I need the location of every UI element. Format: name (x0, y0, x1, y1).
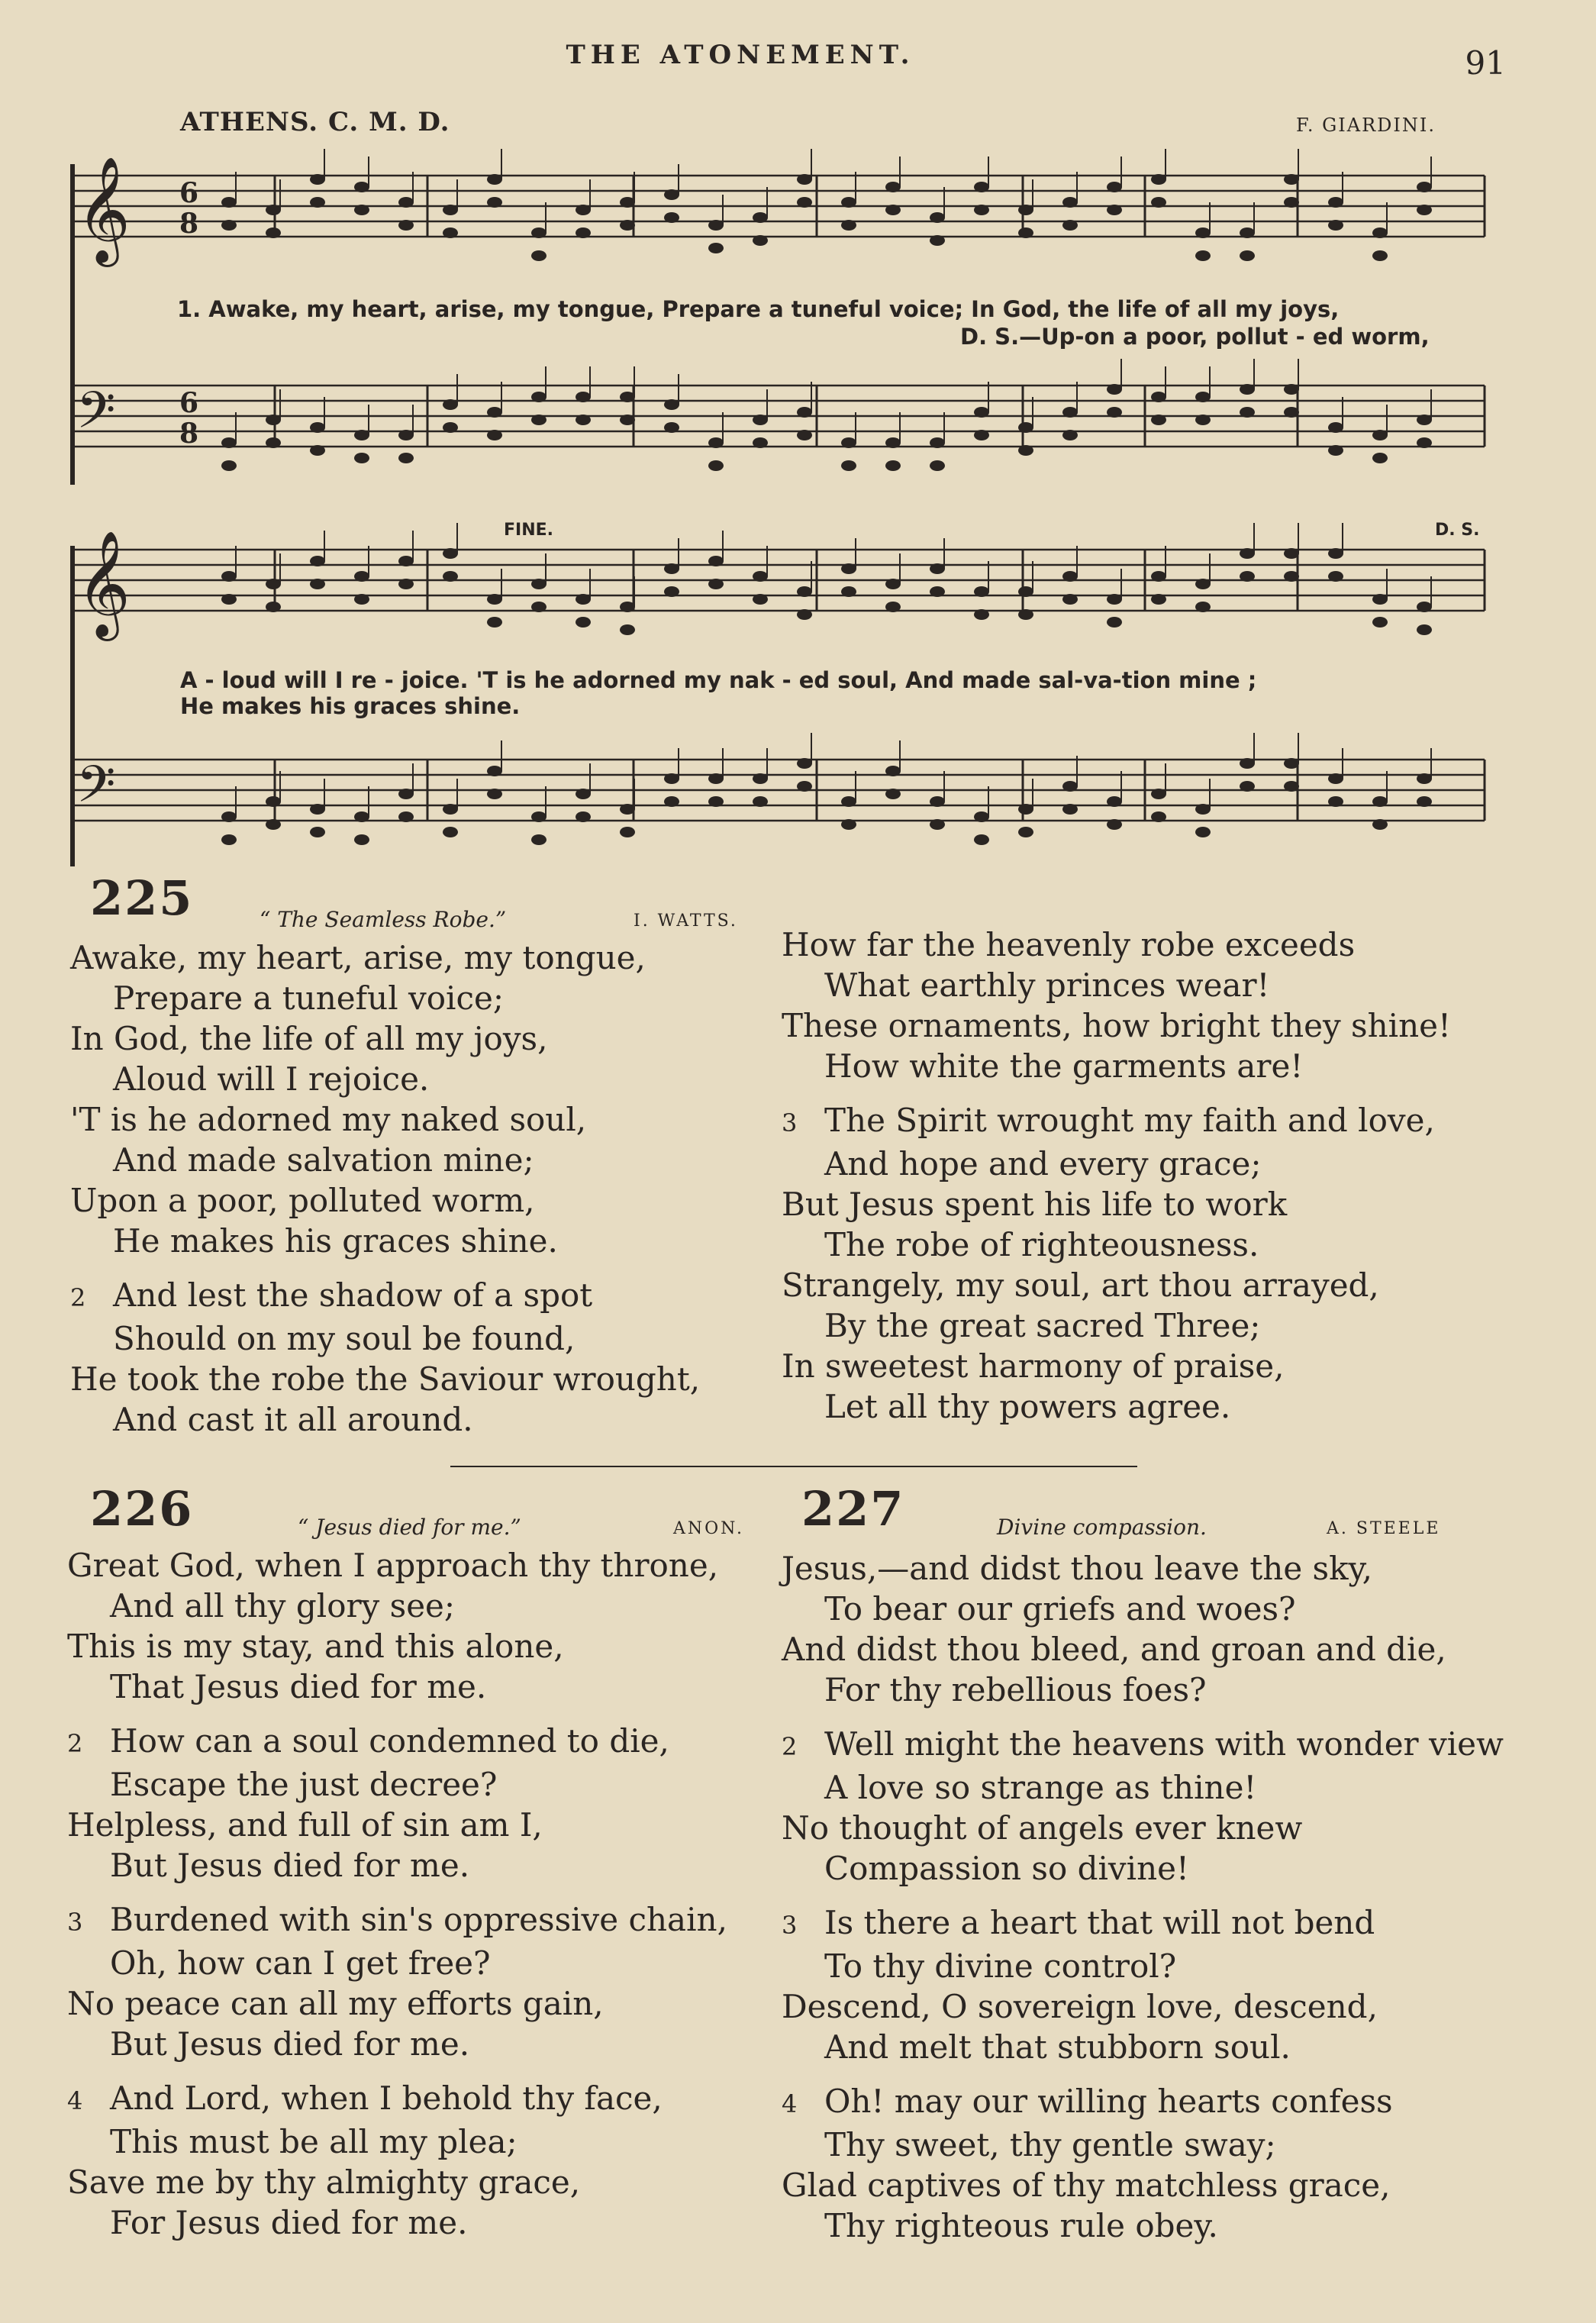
hymn-225-left (70, 937, 700, 1453)
svg-text:6: 6 (179, 387, 199, 419)
bass-staff-1 (0, 347, 1596, 500)
treble-staff-2 (0, 531, 1596, 687)
hymn-227-author: A. STEELE (1327, 1519, 1441, 1538)
tune-composer: F. GIARDINI. (1295, 115, 1436, 136)
hymn-225-title: “ The Seamless Robe.” (260, 907, 507, 932)
stanza-1: Awake, my heart, arise, my tongue, Prepare a tuneful voice; In God, the life of all my joys, Aloud will I rejoice. 'T is he adorned my naked soul, And made salvation mine; Upon a poor, polluted worm, He makes his graces shine. (70, 939, 646, 1260)
fine-marker: FINE. (504, 521, 554, 540)
section-divider (450, 1466, 1137, 1467)
hymn-225-author: I. WATTS. (634, 911, 738, 931)
tune-name: ATHENS. C. M. D. (180, 107, 450, 137)
svg-text:𝄢: 𝄢 (76, 381, 116, 452)
svg-text:8: 8 (179, 418, 199, 450)
svg-text:𝄞: 𝄞 (76, 531, 131, 637)
notes (221, 359, 1485, 471)
hymn-227-text: Jesus,—and didst thou leave the sky, To bear our griefs and woes? And didst thou bleed, and groan and die, For thy rebellious foes? 2 Well might the heavens with wonder view A love so strange as thine! No thought of angels ever knew Compassion so divine! 3 Is there a heart that will not bend To thy divine control? Descend, O sovereign love, descend, And melt that stubborn soul. 4 Oh! may our willing hearts confess Thy sweet, thy gentle sway; Glad captives of thy matchless grace, Thy righteous rule obey. (782, 1550, 1504, 2244)
bass-staff-2 (0, 721, 1596, 874)
notes (221, 523, 1485, 635)
stanza-2: 2 And lest the shadow of a spot Should on my soul be found, He took the robe the Saviour wrought, And cast it all around. (70, 1276, 701, 1438)
treble-staff-1 (0, 156, 1596, 313)
lyric-line-2b: He makes his graces shine. (180, 693, 521, 719)
hymn-225-right (782, 924, 1451, 1441)
hymn-226-title: “ Jesus died for me.” (298, 1515, 521, 1540)
notes (221, 149, 1485, 261)
lyric-line-2: A - loud will I re - joice. 'T is he adorned my nak - ed soul, And made sal-va-tion mine ; (180, 667, 1257, 693)
hymn-225-number: 225 (90, 870, 194, 926)
page-number: 91 (1465, 44, 1506, 82)
notes (221, 733, 1485, 845)
ds-marker: D. S. (1435, 521, 1480, 540)
hymn-227-title: Divine compassion. (997, 1515, 1207, 1540)
staff-lines (73, 176, 1485, 237)
stanza-3: 3 The Spirit wrought my faith and love, And hope and every grace; But Jesus spent his life to work The robe of righteousness. Strangely, my soul, art thou arrayed, By the great sacred Three; In sweetest harmony of praise, Let all thy powers agree. (782, 1102, 1435, 1425)
hymn-227-number: 227 (801, 1481, 905, 1537)
hymn-226-text: Great God, when I approach thy throne, And all thy glory see; This is my stay, and this alone, That Jesus died for me. 2 How can a soul condemned to die, Escape the just decree? Helpless, and full of sin am I, But Jesus died for me. 3 Burdened with sin's oppressive chain, Oh, how can I get free? No peace can all my efforts gain, But Jesus died for me. 4 And Lord, when I behold thy face, This must be all my plea; Save me by thy almighty grace, For Jesus died for me. (67, 1547, 727, 2241)
lyric-line-1-ds: D. S.—Up-on a poor, pollut - ed worm, (960, 324, 1430, 350)
hymn-226-author: ANON. (673, 1519, 745, 1538)
running-title: THE ATONEMENT. (566, 40, 915, 70)
hymn-226-number: 226 (90, 1481, 194, 1537)
svg-text:8: 8 (179, 208, 199, 240)
svg-text:𝄢: 𝄢 (76, 755, 116, 826)
svg-text:𝄞: 𝄞 (76, 156, 131, 263)
lyric-line-1: 1. Awake, my heart, arise, my tongue, Prepare a tuneful voice; In God, the life of all my joys, (177, 296, 1340, 322)
svg-text:6: 6 (179, 177, 199, 209)
stanza-2-cont: How far the heavenly robe exceeds What earthly princes wear! These ornaments, how bright they shine! How white the garments are! (782, 926, 1451, 1085)
